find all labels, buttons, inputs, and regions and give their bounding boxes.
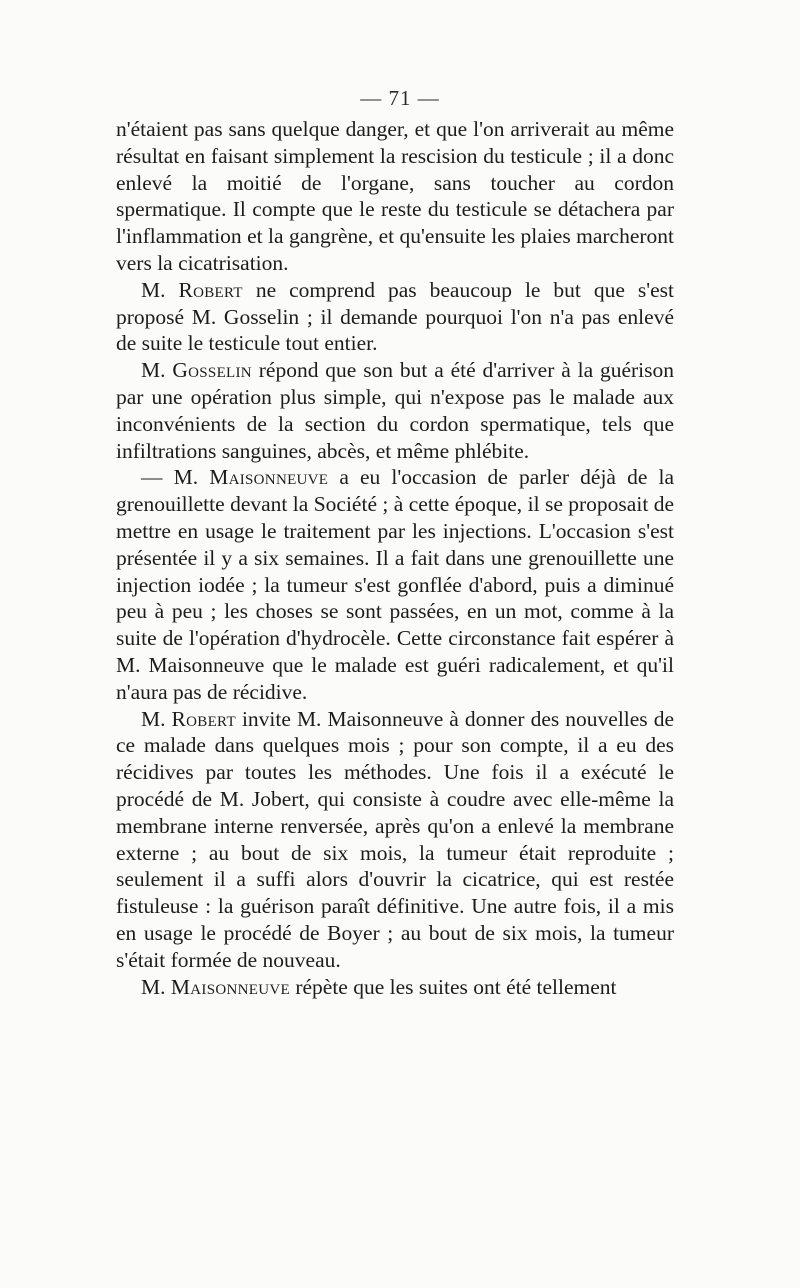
paragraph-text: répond que son but a été d'arriver à la guérison par une opération plus simple, qui n'expose pas le malade aux inconvénients de la section du cordon spermatique, tels que infiltrations sanguines, abcès, et même phlébite.	[116, 358, 674, 463]
speaker-name: Maisonneuve	[209, 465, 329, 490]
speaker-name: Gosselin	[172, 358, 252, 383]
paragraph-text: ne comprend pas beaucoup le but que s'est proposé M. Gosselin ; il demande pourquoi l'on n'a pas enlevé de suite le testicule tout entier.	[116, 277, 674, 356]
speaker-name: Maisonneuve	[170, 974, 290, 999]
speaker-prefix: M.	[141, 277, 179, 302]
speaker-name: Robert	[178, 277, 243, 302]
paragraph-text: n'étaient pas sans quelque danger, et que l'on arriverait au même résultat en faisant simplement la rescision du testicule ; il a donc enlevé la moitié de l'organe, sans toucher au cordon spermatique. Il compte que le reste du testicule se détachera par l'inflammation et la gangrène, et qu'ensuite les plaies marcheront vers la cicatrisation.	[116, 117, 674, 275]
paragraph-continuation	[116, 116, 674, 277]
paragraph-robert-1	[116, 277, 674, 357]
paragraph-robert-2	[116, 706, 674, 974]
speaker-prefix: M.	[141, 358, 173, 383]
paragraph-text: a eu l'occasion de parler déjà de la grenouillette devant la Société ; à cette époque, il se proposait de mettre en usage le traitement par les injections. L'occasion s'est présentée il y a six semaines. Il a fait dans une grenouillette une injection iodée ; la tumeur s'est gonflée d'abord, puis a diminué peu à peu ; les choses se sont passées, en un mot, comme à la suite de l'opération d'hydrocèle. Cette circonstance fait espérer à M. Maisonneuve que le malade est guéri radicalement, et qu'il n'aura pas de récidive.	[116, 465, 674, 704]
paragraph-gosselin	[116, 357, 674, 464]
speaker-prefix: — M.	[141, 465, 210, 490]
paragraph-text: répète que les suites ont été tellement	[289, 974, 617, 999]
speaker-prefix: M.	[141, 974, 171, 999]
paragraph-text: invite M. Maisonneuve à donner des nouvelles de ce malade dans quelques mois ; pour son compte, il a eu des récidives par toutes les méthodes. Une fois il a exécuté le procédé de M. Jobert, qui consiste à coudre avec elle-même la membrane interne renversée, après qu'on a enlevé la membrane externe ; au bout de six mois, la tumeur était reproduite ; seulement il a suffi alors d'ouvrir la cicatrice, qui est restée fistuleuse : la guérison paraît définitive. Une autre fois, il a mis en usage le procédé de Boyer ; au bout de six mois, la tumeur s'était formée de nouveau.	[116, 706, 674, 972]
paragraph-maisonneuve-2	[116, 974, 674, 1001]
body-text	[116, 116, 674, 1000]
page-number: — 71 —	[360, 86, 440, 110]
paragraph-maisonneuve-1	[116, 464, 674, 705]
speaker-name: Robert	[171, 706, 236, 731]
speaker-prefix: M.	[141, 706, 172, 731]
